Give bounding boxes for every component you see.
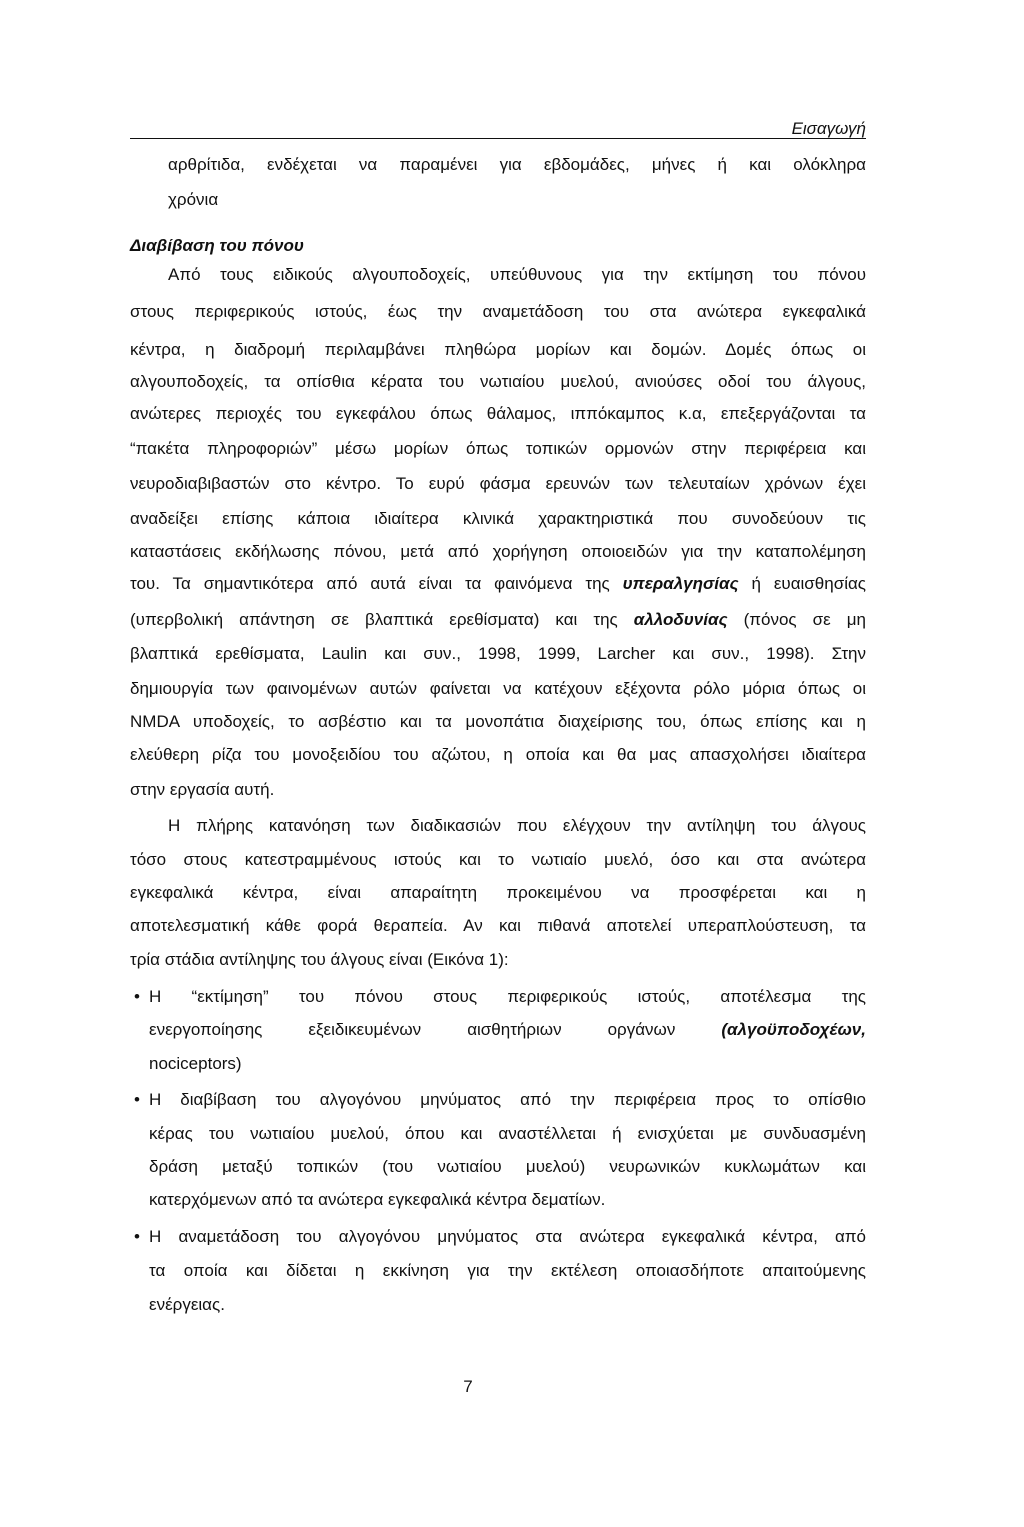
text-run: ενεργοποίησης εξειδικευμένων αισθητήριων οργάνων [149,1020,722,1039]
text-line: Η αναμετάδοση του αλγογόνου μηνύματος στα ανώτερα εγκεφαλικά κέντρα, από [149,1227,866,1246]
text-line [130,609,866,631]
emphasized-term: υπεραλγησίας [622,574,739,593]
text-line: εγκεφαλικά κέντρα, είναι απαραίτητη προκειμένου να προσφέρεται και η [130,883,866,902]
text-line: δημιουργία των φαινομένων αυτών φαίνεται να κατέχουν εξέχοντα ρόλο μόρια όπως οι [130,679,866,698]
text-line: στους περιφερικούς ιστούς, έως την αναμετάδοση του στα ανώτερα εγκεφαλικά [130,302,866,321]
text-line [130,573,866,595]
text-run: του. Τα σημαντικότερα από αυτά είναι τα φαινόμενα της [130,574,623,593]
text-run: (πόνος σε μη [727,610,867,629]
text-line: Από τους ειδικούς αλγουποδοχείς, υπεύθυνους για την εκτίμηση του πόνου [168,265,866,284]
text-line: στην εργασία αυτή. [130,780,275,799]
text-line: αρθρίτιδα, ενδέχεται να παραμένει για εβδομάδες, μήνες ή και ολόκληρα [168,155,866,174]
text-line: κατερχόμενων από τα ανώτερα εγκεφαλικά κέντρα δεματίων. [149,1190,606,1209]
header-rule [130,138,866,139]
page-number: 7 [463,1377,473,1396]
text-line: τόσο στους κατεστραμμένους ιστούς και το νωτιαίο μυελό, όσο και στα ανώτερα [130,850,866,869]
text-line: αποτελεσματική κάθε φορά θεραπεία. Αν και πιθανά αποτελεί υπεραπλούστευση, τα [130,916,866,935]
text-line: Η “εκτίμηση” του πόνου στους περιφερικούς ιστούς, αποτέλεσμα της [149,987,866,1006]
bullet-marker: • [134,1090,140,1109]
text-line: χρόνια [168,190,219,209]
section-heading: Διαβίβαση του πόνου [130,236,304,255]
text-line: Η πλήρης κατανόηση των διαδικασιών που ελέγχουν την αντίληψη του άλγους [168,816,866,835]
emphasized-term: (αλγοϋποδοχέων, [721,1020,866,1039]
text-line: καταστάσεις εκδήλωσης πόνου, μετά από χορήγηση οποιοειδών για την καταπολέμηση [130,542,866,561]
text-line: Η διαβίβαση του αλγογόνου μηνύματος από την περιφέρεια προς το οπίσθιο [149,1090,866,1109]
running-header-title: Εισαγωγή [791,119,866,138]
text-line: ανώτερες περιοχές του εγκεφάλου όπως θάλαμος, ιππόκαμπος κ.α, επεξεργάζονται τα [130,404,866,423]
text-line: ενέργειας. [149,1295,225,1314]
bullet-marker: • [134,1227,140,1246]
text-run: (υπερβολική απάντηση σε βλαπτικά ερεθίσματα) και της [130,610,634,629]
text-line: δράση μεταξύ τοπικών (του νωτιαίου μυελού) νευρωνικών κυκλωμάτων και [149,1157,866,1176]
text-line: αναδείξει επίσης κάποια ιδιαίτερα κλινικά χαρακτηριστικά που συνοδεύουν τις [130,509,866,528]
text-line: τρία στάδια αντίληψης του άλγους είναι (Εικόνα 1): [130,950,509,969]
text-line: κέντρα, η διαδρομή περιλαμβάνει πληθώρα μορίων και δομών. Δομές όπως οι [130,340,866,359]
text-line: nociceptors) [149,1054,242,1073]
text-line: NMDA υποδοχείς, το ασβέστιο και τα μονοπάτια διαχείρισης του, όπως επίσης και η [130,712,866,731]
text-line [149,1019,866,1041]
text-line: νευροδιαβιβαστών στο κέντρο. Το ευρύ φάσμα ερευνών των τελευταίων χρόνων έχει [130,474,866,493]
bullet-marker: • [134,987,140,1006]
text-line: αλγουποδοχείς, τα οπίσθια κέρατα του νωτιαίου μυελού, ανιούσες οδοί του άλγους, [130,372,866,391]
text-line: τα οποία και δίδεται η εκκίνηση για την εκτέλεση οποιασδήποτε απαιτούμενης [149,1261,866,1280]
text-line: “πακέτα πληροφοριών” μέσω μορίων όπως τοπικών ορμονών στην περιφέρεια και [130,439,866,458]
text-line: βλαπτικά ερεθίσματα, Laulin και συν., 1998, 1999, Larcher και συν., 1998). Στην [130,644,866,663]
emphasized-term: αλλοδυνίας [633,610,728,629]
text-line: ελεύθερη ρίζα του μονοξειδίου του αζώτου, η οποία και θα μας απασχολήσει ιδιαίτερα [130,745,866,764]
text-run: ή ευαισθησίας [738,574,866,593]
text-line: κέρας του νωτιαίου μυελού, όπου και αναστέλλεται ή ενισχύεται με συνδυασμένη [149,1124,866,1143]
